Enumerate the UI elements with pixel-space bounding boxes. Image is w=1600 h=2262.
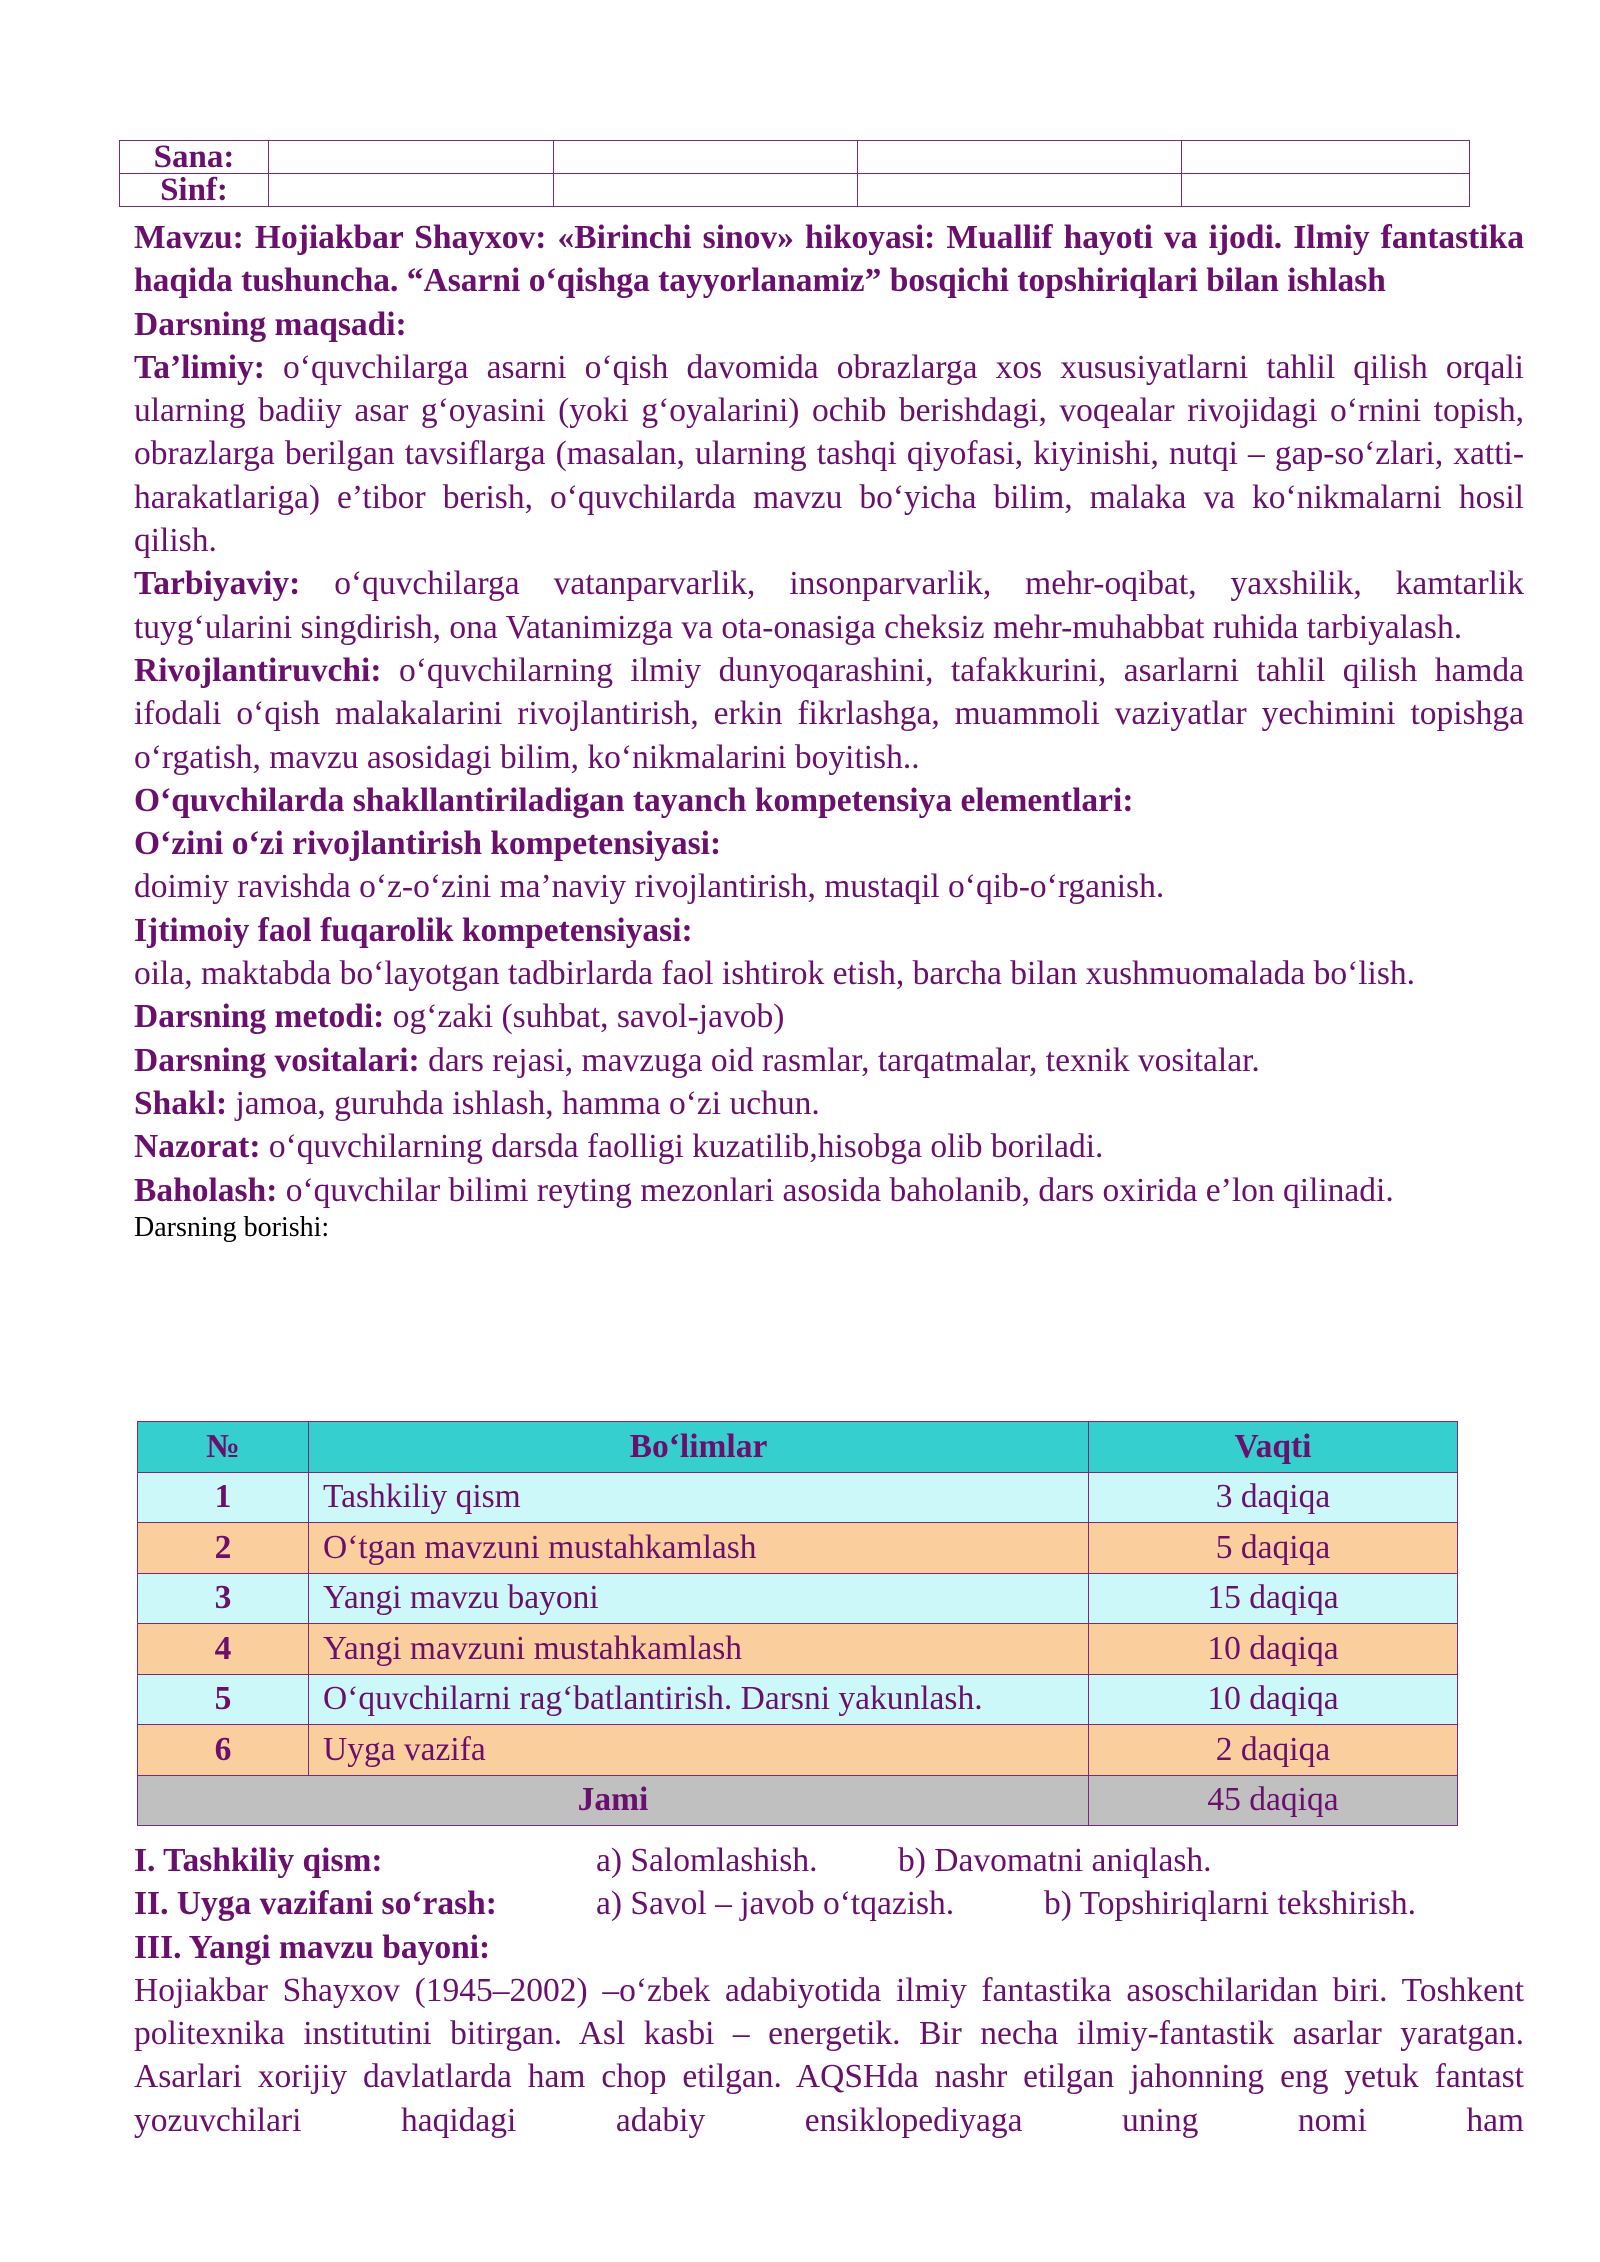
class-cell[interactable]: [269, 174, 554, 207]
class-cell[interactable]: [858, 174, 1182, 207]
row-section: Yangi mavzu bayoni: [309, 1573, 1089, 1624]
stage-2-label: II. Uyga vazifani soʻrash:: [134, 1885, 497, 1923]
stage-1-step-b: b) Davomatni aniqlash.: [898, 1842, 1212, 1879]
row-time: 10 daqiqa: [1089, 1624, 1458, 1675]
self-dev-text: doimiy ravishda oʻz-oʻzini ma’naviy rivojlantirish, mustaqil oʻqib-oʻrganish.: [134, 868, 1165, 906]
lesson-plan-table: [137, 1421, 1458, 1826]
plan-header-row: [138, 1422, 1458, 1473]
col-time-header: Vaqti: [1089, 1422, 1458, 1473]
class-label: Sinf:: [120, 174, 269, 207]
date-row: [120, 141, 1470, 174]
row-section: Uyga vazifa: [309, 1725, 1089, 1776]
stage-2: [134, 1882, 1524, 1925]
row-num: 1: [138, 1472, 309, 1523]
upbringing-text: oʻquvchilarga vatanparvarlik, insonparvarlik, mehr-oqibat, yaxshilik, kamtarlik tuygʻularini singdirish, ona Vatanimizga va ota-onasiga cheksiz mehr-muhabbat ruhida tarbiyalash.: [134, 565, 1524, 646]
stage-2-step-a: a) Savol – javob oʻtqazish.: [596, 1885, 955, 1923]
topic-paragraph: [134, 216, 1524, 303]
stage-1: [134, 1839, 1524, 1882]
assessment-text: oʻquvchilar bilimi reyting mezonlari asosida baholanib, dars oxirida e’lon qilinadi.: [277, 1171, 1394, 1209]
table-row: [138, 1674, 1458, 1725]
topic-text: Hojiakbar Shayxov: «Birinchi sinov» hikoyasi: Muallif hayoti va ijodi. Ilmiy fantastika haqida tushuncha. “Asarni oʻqishga tayyorlanamiz” bosqichi topshiriqlari bilan ishlash: [134, 219, 1524, 300]
educational-label: Ta’limiy:: [134, 348, 265, 386]
total-label: Jami: [138, 1775, 1089, 1826]
method-label: Darsning metodi:: [134, 998, 385, 1036]
total-time: 45 daqiqa: [1089, 1775, 1458, 1826]
tools-label: Darsning vositalari:: [134, 1041, 420, 1079]
tools-text: dars rejasi, mavzuga oid rasmlar, tarqatmalar, texnik vositalar.: [419, 1041, 1260, 1079]
date-cell[interactable]: [269, 141, 554, 174]
civic-text: oila, maktabda boʻlayotgan tadbirlarda faol ishtirok etish, barcha bilan xushmuomalada boʻlish.: [134, 955, 1416, 993]
table-row: [138, 1523, 1458, 1574]
class-row: [120, 174, 1470, 207]
row-time: 2 daqiqa: [1089, 1725, 1458, 1776]
row-time: 15 daqiqa: [1089, 1573, 1458, 1624]
self-dev-heading: Oʻzini oʻzi rivojlantirish kompetensiyasi:: [134, 825, 722, 863]
method-text: ogʻzaki (suhbat, savol-javob): [384, 998, 785, 1036]
class-cell[interactable]: [554, 174, 858, 207]
class-cell[interactable]: [1182, 174, 1470, 207]
developmental-text: oʻquvchilarning ilmiy dunyoqarashini, tafakkurini, asarlarni tahlil qilish hamda ifodali oʻqish malakalarini rivojlantirish, erkin fikrlashga, muammoli vaziyatlar yechimini topishga oʻrgatish, mavzu asosidagi bilim, koʻnikmalarini boyitish..: [134, 651, 1524, 776]
row-section: Oʻtgan mavzuni mustahkamlash: [309, 1523, 1089, 1574]
stage-2-step-b: b) Topshiriqlarni tekshirish.: [1044, 1885, 1417, 1923]
assessment-label: Baholash:: [134, 1171, 278, 1209]
method-line: [134, 995, 1524, 1038]
tools-line: [134, 1039, 1524, 1082]
educational-goal: [134, 346, 1524, 562]
col-section-header: Boʻlimlar: [309, 1422, 1089, 1473]
row-num: 5: [138, 1674, 309, 1725]
table-row: [138, 1725, 1458, 1776]
stage-1-label: I. Tashkiliy qism:: [134, 1842, 383, 1879]
row-time: 10 daqiqa: [1089, 1674, 1458, 1725]
row-num: 2: [138, 1523, 309, 1574]
form-text: jamoa, guruhda ishlash, hamma oʻzi uchun.: [227, 1084, 820, 1122]
control-label: Nazorat:: [134, 1128, 261, 1166]
date-cell[interactable]: [554, 141, 858, 174]
row-time: 3 daqiqa: [1089, 1472, 1458, 1523]
row-num: 4: [138, 1624, 309, 1675]
lesson-stages: [134, 1839, 1524, 2142]
control-line: [134, 1125, 1524, 1168]
table-row: [138, 1573, 1458, 1624]
row-section: Oʻquvchilarni ragʻbatlantirish. Darsni yakunlash.: [309, 1674, 1089, 1725]
form-line: [134, 1082, 1524, 1125]
assessment-line: [134, 1169, 1524, 1212]
civic-heading: Ijtimoiy faol fuqarolik kompetensiyasi:: [134, 911, 693, 949]
date-cell[interactable]: [858, 141, 1182, 174]
date-class-table: [119, 140, 1470, 207]
topic-label: Mavzu:: [134, 219, 244, 256]
goals-heading: Darsning maqsadi:: [134, 305, 407, 343]
developmental-label: Rivojlantiruvchi:: [134, 651, 382, 689]
table-row: [138, 1472, 1458, 1523]
educational-text: oʻquvchilarga asarni oʻqish davomida obrazlarga xos xususiyatlarni tahlil qilish orqali ularning badiiy asar gʻoyasini (yoki gʻoyalarini) ochib berishdagi, voqealar rivojidagi oʻrnini topish, obrazlarga berilgan tavsiflarga (masalan, ularning tashqi qiyofasi, kiyinishi, nutqi – gap-soʻzlari, xatti-harakatlariga) e’tibor berish, oʻquvchilarda mavzu boʻyicha bilim, malaka va koʻnikmalarni hosil qilish.: [134, 348, 1524, 560]
form-label: Shakl:: [134, 1084, 228, 1122]
lesson-description: [134, 216, 1524, 1244]
row-num: 3: [138, 1573, 309, 1624]
plan-caption: Darsning borishi:: [134, 1211, 330, 1243]
row-num: 6: [138, 1725, 309, 1776]
total-row: [138, 1775, 1458, 1826]
row-time: 5 daqiqa: [1089, 1523, 1458, 1574]
upbringing-label: Tarbiyaviy:: [134, 565, 301, 603]
stage-3-label: III. Yangi mavzu bayoni:: [134, 1928, 491, 1966]
author-bio: Hojiakbar Shayxov (1945–2002) –oʻzbek adabiyotida ilmiy fantastika asoschilaridan biri. Toshkent politexnika institutini bitirgan. Asl kasbi – energetik. Bir necha ilmiy-fantastik asarlar yaratgan. Asarlari xorijiy davlatlarda ham chop etilgan. AQSHda nashr etilgan jahonning eng yetuk fantast yozuvchilari haqidagi adabiy ensiklopediyaga uning nomi ham: [134, 1971, 1524, 2139]
competencies-heading: Oʻquvchilarda shakllantiriladigan tayanch kompetensiya elementlari:: [134, 781, 1134, 819]
upbringing-goal: [134, 562, 1524, 649]
date-label: Sana:: [120, 141, 269, 174]
developmental-goal: [134, 649, 1524, 779]
col-num-header: №: [138, 1422, 309, 1473]
table-row: [138, 1624, 1458, 1675]
row-section: Yangi mavzuni mustahkamlash: [309, 1624, 1089, 1675]
control-text: oʻquvchilarning darsda faolligi kuzatilib,hisobga olib boriladi.: [260, 1128, 1104, 1166]
stage-1-step-a: a) Salomlashish.: [596, 1842, 818, 1879]
row-section: Tashkiliy qism: [309, 1472, 1089, 1523]
date-cell[interactable]: [1182, 141, 1470, 174]
